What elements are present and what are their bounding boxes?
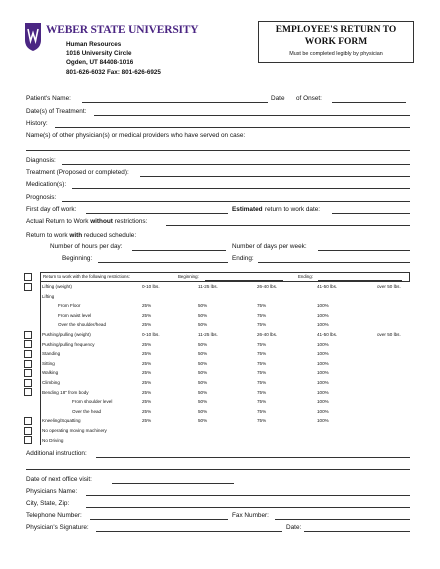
- restriction-option[interactable]: 25%: [142, 341, 152, 347]
- fax-field[interactable]: [275, 519, 410, 520]
- sig-date-label: Date:: [286, 524, 302, 531]
- restriction-label: Lifting (weight): [42, 284, 72, 289]
- telephone-label: Telephone Number:: [26, 512, 82, 519]
- restriction-option[interactable]: 0-10 lbs.: [142, 332, 160, 337]
- restriction-option[interactable]: 100%: [317, 389, 329, 395]
- restriction-label: Climbing: [42, 380, 60, 385]
- days-per-week-label: Number of days per week:: [232, 243, 307, 250]
- treatment-label: Treatment (Proposed or completed):: [26, 169, 129, 176]
- restriction-option[interactable]: 25%: [142, 380, 152, 385]
- restriction-checkbox[interactable]: [24, 369, 32, 377]
- restriction-option[interactable]: 50%: [198, 303, 208, 309]
- restriction-option[interactable]: 25%: [142, 399, 152, 405]
- restriction-option[interactable]: 25%: [142, 370, 152, 376]
- restriction-option[interactable]: 50%: [198, 341, 208, 347]
- restriction-label: Over the head: [72, 408, 102, 414]
- restriction-option[interactable]: 100%: [317, 322, 329, 328]
- restrictions-beginning-field[interactable]: [205, 280, 283, 281]
- restriction-option[interactable]: 75%: [257, 341, 267, 347]
- restrictions-label: restrictions:: [114, 218, 148, 225]
- restriction-option[interactable]: 50%: [198, 322, 208, 328]
- restriction-option[interactable]: 75%: [257, 351, 267, 357]
- restriction-option[interactable]: 100%: [317, 380, 329, 385]
- actual-return-label: Actual Return to Work: [26, 218, 89, 225]
- restriction-option[interactable]: 100%: [317, 351, 329, 357]
- restriction-option[interactable]: over 50 lbs.: [377, 332, 401, 337]
- restriction-label: No operating moving machinery: [42, 428, 107, 433]
- restriction-option[interactable]: 100%: [317, 418, 329, 424]
- restriction-checkbox[interactable]: [24, 350, 32, 358]
- telephone-field[interactable]: [90, 519, 228, 520]
- restriction-option[interactable]: 25%: [142, 389, 152, 395]
- restriction-option[interactable]: 75%: [257, 370, 267, 376]
- restriction-label: Walking: [42, 370, 59, 376]
- restriction-checkbox[interactable]: [24, 427, 32, 435]
- restriction-checkbox[interactable]: [24, 360, 32, 368]
- restriction-checkbox[interactable]: [24, 340, 32, 348]
- restriction-option[interactable]: 50%: [198, 370, 208, 376]
- fax-label: Fax Number:: [232, 512, 269, 519]
- ending-label: Ending:: [232, 255, 254, 262]
- restriction-option[interactable]: 75%: [257, 380, 267, 385]
- restriction-option[interactable]: 75%: [257, 322, 267, 328]
- restriction-checkbox[interactable]: [24, 436, 32, 444]
- restrictions-ending-label: Ending:: [298, 274, 313, 279]
- return-with-label: Return to work: [26, 232, 68, 239]
- restriction-label: Lifting: [42, 293, 55, 299]
- date-label: Date: [271, 95, 285, 102]
- prognosis-label: Prognosis:: [26, 194, 57, 201]
- restriction-option[interactable]: 100%: [317, 360, 329, 366]
- restriction-option[interactable]: 41-50 lbs.: [317, 332, 338, 337]
- form-title-line2: WORK FORM: [304, 37, 368, 47]
- form-title-line1: EMPLOYEE'S RETURN TO: [275, 25, 397, 35]
- restrictions-beginning-label: Beginning:: [178, 274, 199, 279]
- without-label: without: [90, 218, 113, 225]
- phone-fax: 801-626-6032 Fax: 801-626-6925: [66, 69, 161, 76]
- physicians-name-field[interactable]: [86, 495, 410, 496]
- restriction-option[interactable]: 0-10 lbs.: [142, 284, 160, 289]
- first-day-off-label: First day off work:: [26, 206, 77, 213]
- restriction-option[interactable]: 75%: [257, 399, 267, 405]
- restriction-option[interactable]: 100%: [317, 370, 329, 376]
- restriction-option[interactable]: 75%: [257, 360, 267, 366]
- university-name: WEBER STATE UNIVERSITY: [46, 24, 199, 36]
- beginning-label: Beginning:: [62, 255, 93, 262]
- city-state-zip-label: City, State, Zip:: [26, 500, 70, 507]
- signature-label: Physician's Signature:: [26, 524, 89, 531]
- restriction-option[interactable]: 11-25 lbs.: [198, 284, 218, 289]
- restriction-option[interactable]: over 50 lbs.: [377, 284, 401, 289]
- restriction-option[interactable]: 50%: [198, 312, 208, 318]
- medications-label: Medication(s):: [26, 181, 67, 188]
- restriction-option[interactable]: 25%: [142, 312, 152, 318]
- restriction-label: Bending 18" from body: [42, 389, 89, 395]
- restrictions-header-label: Return to work with the following restrictions:: [43, 274, 130, 279]
- signature-field[interactable]: [96, 531, 282, 532]
- patient-name-label: Patient's Name:: [26, 95, 71, 102]
- return-date-label: return to work date:: [265, 206, 321, 213]
- restriction-option[interactable]: 75%: [257, 303, 267, 309]
- with-label: with: [69, 232, 83, 239]
- next-visit-label: Date of next office visit:: [26, 476, 92, 483]
- restriction-label: From waist level: [58, 312, 92, 318]
- restriction-option[interactable]: 100%: [317, 312, 329, 318]
- restriction-option[interactable]: 75%: [257, 312, 267, 318]
- restriction-option[interactable]: 50%: [198, 360, 208, 366]
- restriction-option[interactable]: 50%: [198, 399, 208, 405]
- restriction-option[interactable]: 50%: [198, 351, 208, 357]
- restriction-option[interactable]: 50%: [198, 408, 208, 414]
- restriction-option[interactable]: 100%: [317, 408, 329, 414]
- reduced-schedule-label: reduced schedule:: [83, 232, 137, 239]
- restriction-option[interactable]: 100%: [317, 341, 329, 347]
- restriction-label: Kneeling/Squatting: [42, 418, 81, 424]
- estimated-label: Estimated: [232, 206, 263, 213]
- restriction-label: From shoulder level: [72, 399, 113, 405]
- next-visit-field[interactable]: [112, 483, 234, 484]
- restriction-label: Pushing/pulling frequency: [42, 341, 95, 347]
- restriction-option[interactable]: 100%: [317, 303, 329, 309]
- restriction-checkbox[interactable]: [24, 331, 32, 339]
- restriction-checkbox[interactable]: [24, 379, 32, 387]
- dates-treatment-label: Date(s) of Treatment:: [26, 108, 87, 115]
- date-onset-label: of Onset:: [296, 95, 322, 102]
- restriction-option[interactable]: 50%: [198, 418, 208, 424]
- restriction-label: Sitting: [42, 360, 55, 366]
- restrictions-frame: [40, 282, 410, 445]
- restriction-label: From Floor: [58, 303, 81, 309]
- restriction-checkbox[interactable]: [24, 388, 32, 396]
- additional-instruction-field[interactable]: [96, 457, 410, 458]
- restriction-option[interactable]: 25%: [142, 351, 152, 357]
- history-label: History:: [26, 120, 48, 127]
- restriction-checkbox[interactable]: [24, 417, 32, 425]
- restriction-option[interactable]: 26-40 lbs.: [257, 284, 278, 289]
- restriction-option[interactable]: 26-40 lbs.: [257, 332, 278, 337]
- restriction-option[interactable]: 75%: [257, 418, 267, 424]
- restriction-option[interactable]: 50%: [198, 380, 208, 385]
- city-state-zip-field[interactable]: [86, 507, 410, 508]
- form-subtitle: Must be completed legibly by physician: [289, 51, 383, 57]
- sig-date-field[interactable]: [304, 531, 410, 532]
- other-physicians-label: Name(s) of other physician(s) or medical providers who have served on case:: [26, 132, 246, 139]
- address-line1: 1016 University Circle: [66, 50, 132, 57]
- restriction-option[interactable]: 25%: [142, 408, 152, 414]
- restriction-option[interactable]: 25%: [142, 360, 152, 366]
- restriction-option[interactable]: 75%: [257, 389, 267, 395]
- restriction-option[interactable]: 41-50 lbs.: [317, 284, 338, 289]
- additional-instruction-label: Additional instruction:: [26, 450, 87, 457]
- restriction-option[interactable]: 50%: [198, 389, 208, 395]
- restriction-checkbox[interactable]: [24, 283, 32, 291]
- restriction-label: Over the shoulder/head: [58, 322, 107, 328]
- restriction-option[interactable]: 25%: [142, 322, 152, 328]
- restriction-option[interactable]: 11-25 lbs.: [198, 332, 218, 337]
- department: Human Resources: [66, 41, 122, 48]
- restrictions-header-checkbox[interactable]: [24, 273, 32, 281]
- diagnosis-label: Diagnosis:: [26, 157, 56, 164]
- restrictions-ending-field[interactable]: [318, 280, 402, 281]
- restriction-option[interactable]: 25%: [142, 303, 152, 309]
- address-line2: Ogden, UT 84408-1016: [66, 59, 134, 66]
- hours-per-day-label: Number of hours per day:: [50, 243, 123, 250]
- restriction-label: Pushing/pulling (weight): [42, 332, 91, 337]
- restriction-option[interactable]: 100%: [317, 399, 329, 405]
- additional-instruction-field-2[interactable]: [26, 469, 410, 470]
- physicians-name-label: Physicians Name:: [26, 488, 78, 495]
- restriction-option[interactable]: 75%: [257, 408, 267, 414]
- restriction-option[interactable]: 25%: [142, 418, 152, 424]
- restriction-label: Standing: [42, 351, 61, 357]
- restriction-label: No Driving: [42, 437, 64, 443]
